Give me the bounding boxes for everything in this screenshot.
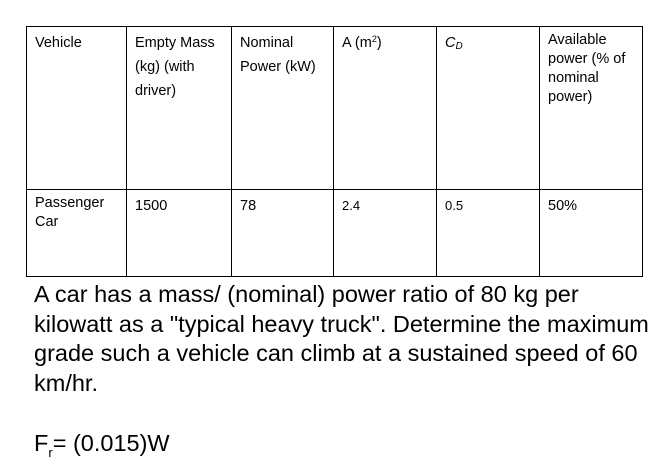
header-empty-mass: Empty Mass (kg) (with driver): [127, 27, 232, 190]
header-area-label: A (m: [342, 35, 372, 51]
cell-drag-coefficient: 0.5: [437, 190, 540, 277]
formula-rhs: = (0.015)W: [52, 430, 170, 456]
cell-nominal-power: 78: [232, 190, 334, 277]
cell-empty-mass: 1500: [127, 190, 232, 277]
table-row: [27, 190, 643, 277]
problem-statement: A car has a mass/ (nominal) power ratio of 80 kg per kilowatt as a "typical heavy truck". Determine the maximum grade such a vehicle can climb at a sustained speed of 60 km/hr.: [34, 281, 649, 396]
header-nominal-power: Nominal Power (kW): [232, 27, 334, 190]
header-cd-sub: D: [455, 41, 463, 52]
header-area-close: ): [376, 35, 382, 51]
table-header-row: [27, 27, 643, 190]
cell-area: 2.4: [334, 190, 437, 277]
header-drag-coefficient: [437, 27, 540, 190]
header-vehicle: Vehicle: [27, 27, 127, 190]
cell-vehicle: Passenger Car: [27, 190, 127, 277]
header-available-power: Available power (% of nominal power): [540, 27, 643, 190]
rolling-resistance-formula: [34, 429, 170, 467]
header-area: [334, 27, 437, 190]
header-cd-main: C: [445, 35, 456, 51]
header-area-exponent: 2: [371, 34, 377, 44]
cell-available-power: 50%: [540, 190, 643, 277]
formula-lhs-subscript: r: [48, 445, 53, 460]
formula-lhs: F: [34, 430, 49, 456]
vehicle-data-table: [26, 26, 643, 277]
